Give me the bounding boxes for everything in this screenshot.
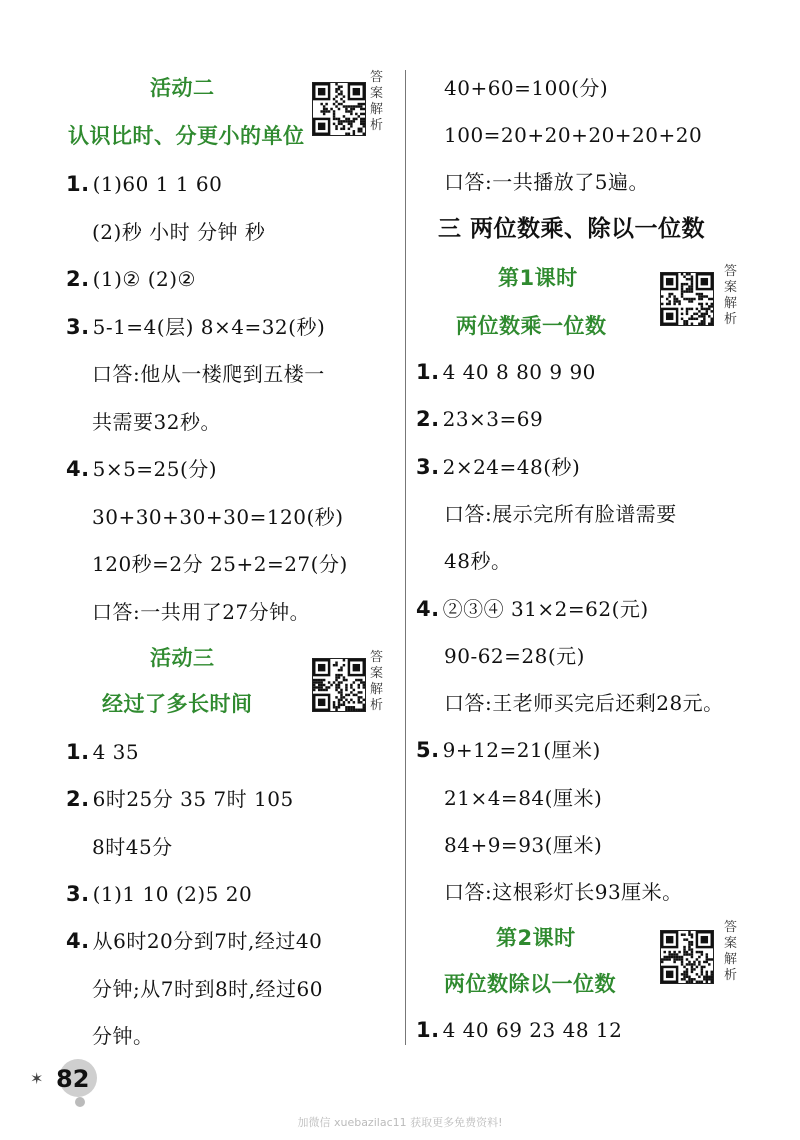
svg-text:✶: ✶ <box>30 1069 44 1088</box>
answer-line <box>92 833 173 861</box>
answer-line <box>66 170 222 198</box>
answer-line <box>66 455 217 483</box>
answer-text: 30+30+30+30=120(秒) <box>92 504 344 529</box>
answer-text: 口答:一共播放了5遍。 <box>444 170 649 194</box>
page-number: 82 <box>56 1065 90 1093</box>
qr-code-icon <box>660 272 714 326</box>
answer-line <box>66 265 196 293</box>
answer-line <box>66 785 294 813</box>
question-number: 1. <box>66 740 90 764</box>
question-number: 5. <box>416 738 440 763</box>
answer-text: 4 40 8 80 9 90 <box>442 360 596 384</box>
answer-line <box>416 595 649 623</box>
chapter-title: 三 两位数乘、除以一位数 <box>438 216 706 242</box>
answer-line <box>66 927 322 955</box>
question-number: 2. <box>416 407 440 432</box>
answer-text: 23×3=69 <box>442 407 544 432</box>
activity3-subtitle: 经过了多长时间 <box>102 692 253 716</box>
answer-text: (2)秒 小时 分钟 秒 <box>92 219 266 244</box>
lesson2-subtitle: 两位数除以一位数 <box>444 972 616 996</box>
lesson1-title: 第1课时 <box>498 266 578 290</box>
answer-text: 84+9=93(厘米) <box>444 833 603 857</box>
answer-text: 8时45分 <box>92 834 173 859</box>
question-number: 3. <box>416 454 440 479</box>
answer-text: 120秒=2分 25+2=27(分) <box>92 552 348 576</box>
column-divider <box>405 70 406 1045</box>
answer-line <box>444 831 602 859</box>
question-number: 4. <box>66 457 90 481</box>
answer-line <box>444 642 585 670</box>
answer-text: (1)1 10 (2)5 20 <box>92 881 253 906</box>
answer-text: ②③④ 31×2=62(元) <box>442 596 649 621</box>
answer-text: 100=20+20+20+20+20 <box>444 123 703 147</box>
answer-text: 分钟;从7时到8时,经过60 <box>92 976 323 1001</box>
answer-line <box>416 453 580 481</box>
answer-text: 5-1=4(层) 8×4=32(秒) <box>92 314 326 339</box>
answer-text: 口答:王老师买完后还剩28元。 <box>444 691 724 716</box>
answer-line <box>66 880 252 908</box>
answer-text: 从6时20分到7时,经过40 <box>92 929 323 954</box>
answer-text: 口答:一共用了27分钟。 <box>92 599 311 624</box>
answer-line <box>444 168 649 196</box>
watermark: 加微信 xuebazilac11 获取更多免费资料! <box>297 1116 503 1129</box>
answer-line <box>66 313 325 341</box>
answer-text: 90-62=28(元) <box>444 643 585 668</box>
qr-code-icon <box>660 930 714 984</box>
question-number: 1. <box>416 1018 440 1042</box>
answer-text: 9+12=21(厘米) <box>442 738 601 763</box>
answer-line <box>444 121 702 149</box>
activity2-subtitle: 认识比时、分更小的单位 <box>68 124 305 148</box>
question-number: 2. <box>66 267 90 291</box>
answer-line <box>92 550 348 578</box>
answer-line <box>66 738 139 766</box>
answer-line <box>416 1016 622 1044</box>
activity2-title: 活动二 <box>150 76 215 100</box>
answer-line <box>444 878 683 906</box>
answer-line <box>92 503 344 531</box>
answer-line <box>92 975 323 1003</box>
qr-label: 答案解析 <box>370 650 384 713</box>
answer-text: 4 35 <box>92 740 140 764</box>
answer-text: 21×4=84(厘米) <box>444 785 603 810</box>
answer-line <box>444 689 724 717</box>
question-number: 3. <box>66 314 90 339</box>
answer-text: 5×5=25(分) <box>92 457 218 481</box>
qr-code-icon <box>312 658 366 712</box>
question-number: 1. <box>66 172 90 196</box>
answer-line <box>444 74 608 102</box>
answer-text: 4 40 69 23 48 12 <box>442 1018 623 1042</box>
lesson2-title: 第2课时 <box>496 926 576 950</box>
answer-line <box>92 218 265 246</box>
answer-text: (1)60 1 1 60 <box>92 172 223 196</box>
answer-line <box>444 500 677 528</box>
question-number: 3. <box>66 881 90 906</box>
answer-text: 共需要32秒。 <box>92 409 221 434</box>
answer-line <box>92 598 310 626</box>
answer-line <box>444 784 602 812</box>
question-number: 2. <box>66 787 90 812</box>
answer-text: 口答:他从一楼爬到五楼一 <box>92 362 325 386</box>
answer-text: 分钟。 <box>92 1023 154 1048</box>
lesson1-subtitle: 两位数乘一位数 <box>456 314 607 338</box>
answer-line <box>92 408 221 436</box>
answer-text: 口答:展示完所有脸谱需要 <box>444 501 677 526</box>
question-number: 1. <box>416 360 440 384</box>
question-number: 4. <box>416 596 440 621</box>
question-number: 4. <box>66 929 90 954</box>
answer-line <box>444 547 511 575</box>
answer-line <box>416 736 601 764</box>
answer-text: 40+60=100(分) <box>444 76 609 100</box>
answer-line <box>416 358 596 386</box>
answer-text: 口答:这根彩灯长93厘米。 <box>444 880 683 905</box>
qr-label: 答案解析 <box>724 264 738 327</box>
activity3-title: 活动三 <box>150 646 215 670</box>
qr-label: 答案解析 <box>724 920 738 983</box>
answer-text: 6时25分 35 7时 105 <box>92 787 294 812</box>
qr-label: 答案解析 <box>370 70 384 133</box>
answer-text: (1)② (2)② <box>92 267 196 291</box>
answer-line <box>416 405 543 433</box>
answer-line <box>92 360 325 388</box>
qr-code-icon <box>312 82 366 136</box>
answer-text: 2×24=48(秒) <box>442 454 581 479</box>
answer-line <box>92 1022 154 1050</box>
answer-text: 48秒。 <box>444 549 512 574</box>
